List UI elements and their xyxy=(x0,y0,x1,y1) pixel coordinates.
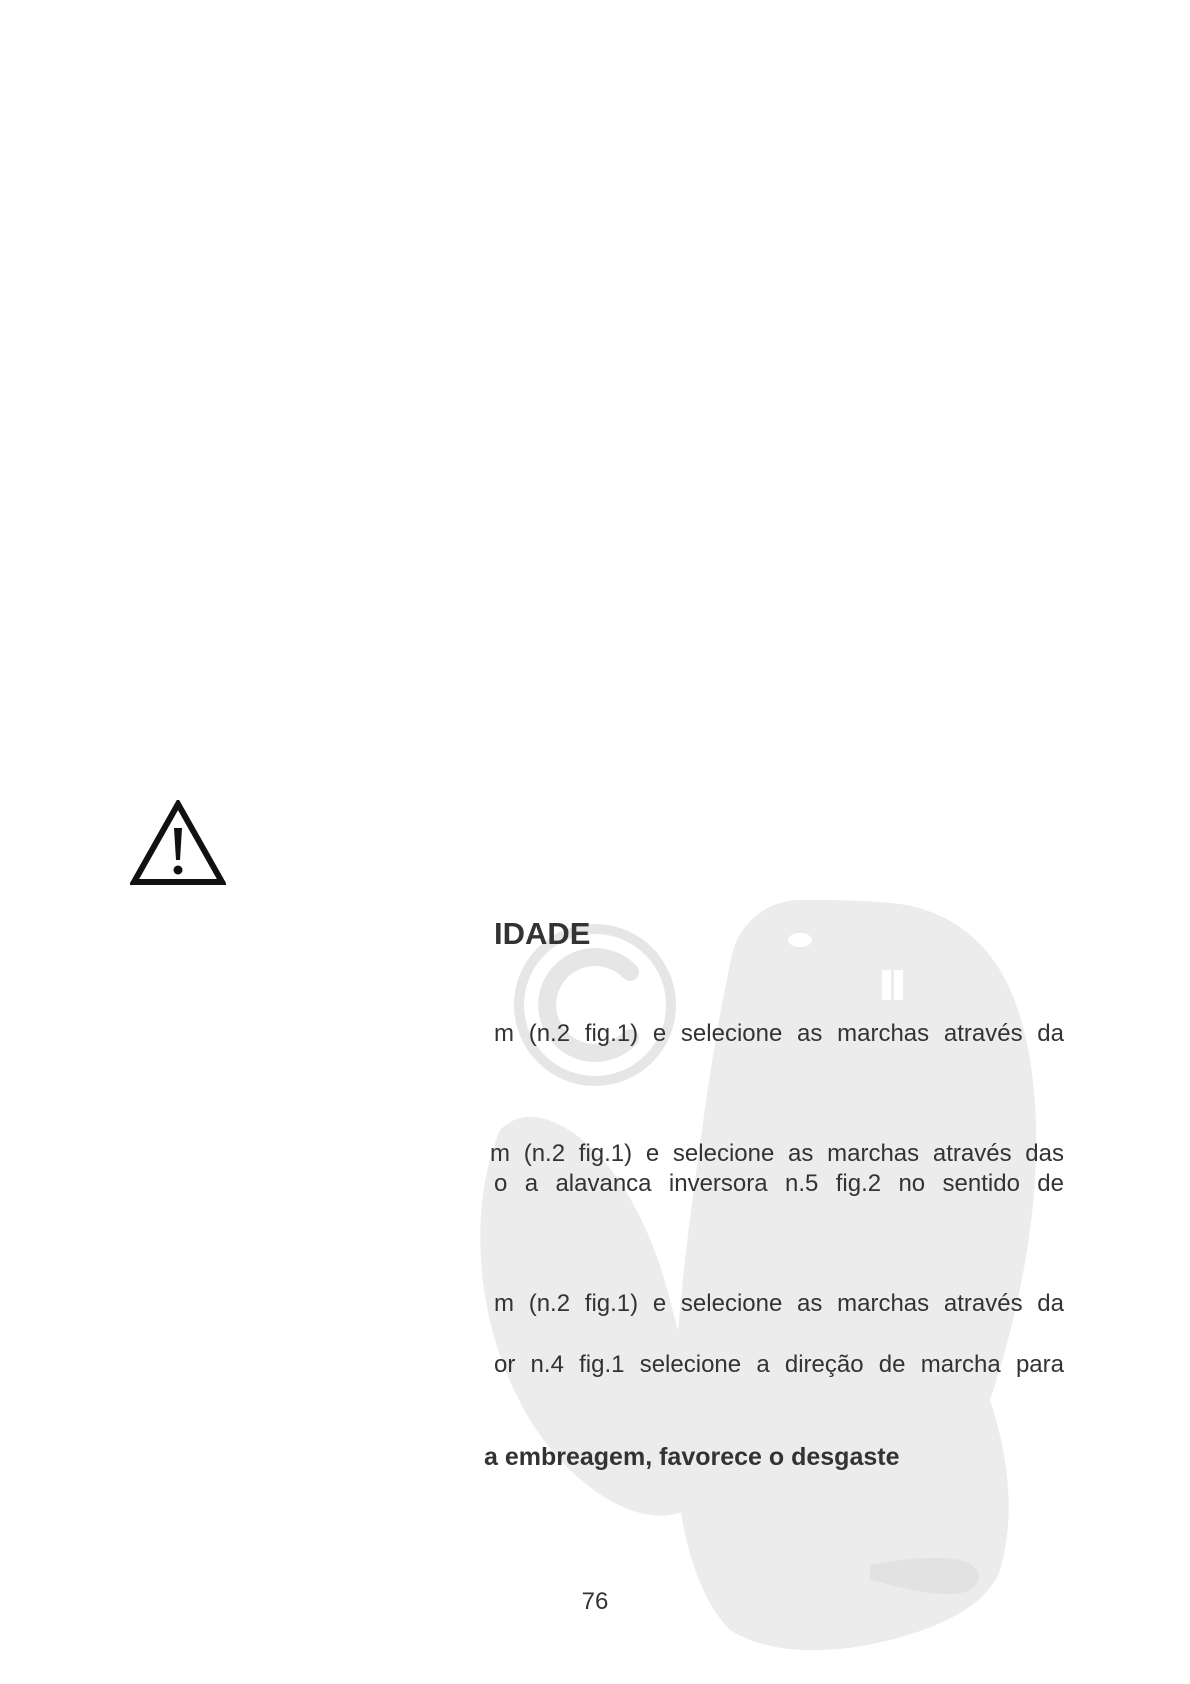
paragraph-line: m (n.2 fig.1) e selecione as marchas através da xyxy=(494,1290,1064,1317)
paragraph-line: m (n.2 fig.1) e selecione as marchas através das xyxy=(490,1140,1064,1167)
page-number: 76 xyxy=(581,1588,609,1615)
paragraph-line: or n.4 fig.1 selecione a direção de marcha para xyxy=(494,1351,1064,1378)
beaver-watermark-icon xyxy=(470,900,1090,1660)
bold-note: a embreagem, favorece o desgaste xyxy=(484,1443,900,1471)
section-heading: IDADE xyxy=(494,916,591,951)
paragraph-line: m (n.2 fig.1) e selecione as marchas através da xyxy=(494,1020,1064,1047)
paragraph-line: o a alavanca inversora n.5 fig.2 no sentido de xyxy=(494,1170,1064,1197)
warning-triangle-icon xyxy=(130,800,226,886)
